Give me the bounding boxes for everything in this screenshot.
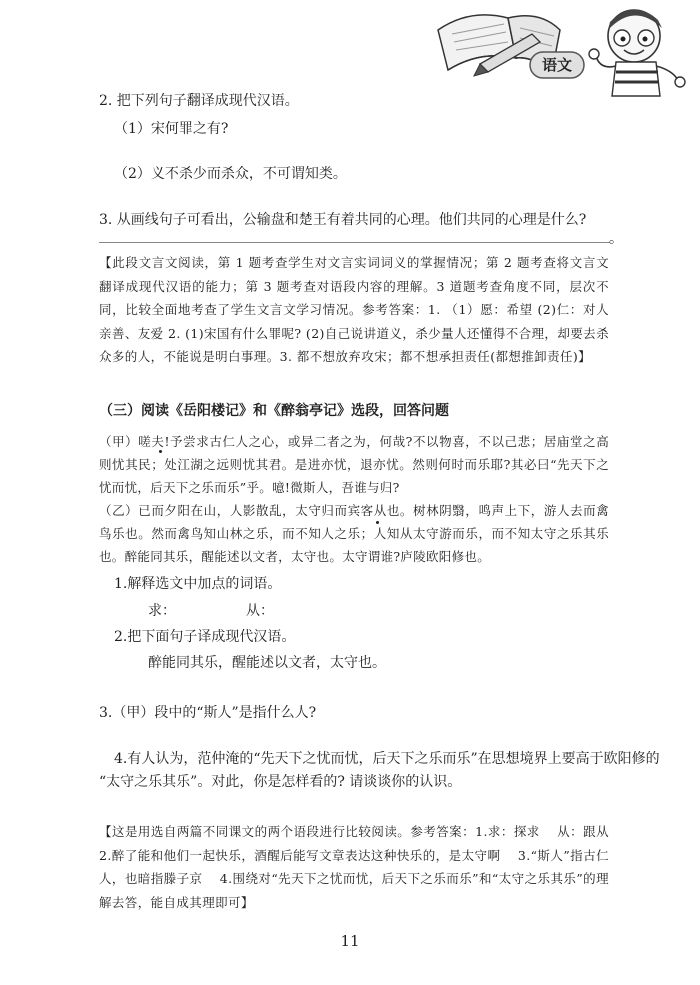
answer-block-part3: 【这是用选自两篇不同课文的两个语段进行比较阅读。参考答案：1.求：探求 从：跟从 2.醉了能和他们一起快乐，酒醒后能写文章表达这种快乐的，是太守啊 3.“斯人”指古仁人，也暗指滕子京 4.围绕对“先天下之忧而忧，后天下之乐而乐”和“太守之乐其乐”的理解去答，能自成其理即可】: [99, 824, 622, 910]
p3-question-1-cong: 从：: [246, 603, 274, 619]
header-illustration: [420, 0, 700, 98]
p3-question-3: 3.（甲）段中的“斯人”是指什么人?: [99, 705, 317, 721]
passage-a: （甲）嗟夫!予尝求古仁人之心，或异二者之为，何哉?不以物喜，不以己悲；居庙堂之高则忧其民；处江湖之远则忧其君。是进亦忧，退亦忧。然则何时而乐耶?其必曰“先天下之忧而忧，后天下之乐而乐”乎。噫!微斯人，吾谁与归?: [99, 434, 609, 495]
passage-b: （乙）已而夕阳在山，人影散乱，太守归而宾客从也。树林阴翳，鸣声上下，游人去而禽鸟乐也。然而禽鸟知山林之乐，而不知人之乐；人知从太守游而乐，而不知太守之乐其乐也。醉能同其乐，醒能述以文者，太守也。太守谓谁?庐陵欧阳修也。: [99, 503, 609, 564]
p3-question-1-qiu: 求：: [148, 603, 176, 619]
section-title: （三）阅读《岳阳楼记》和《醉翁亭记》选段，回答问题: [99, 403, 449, 419]
badge-label: 语文: [541, 56, 573, 74]
question-3: 3. 从画线句子可看出，公输盘和楚王有着共同的心理。他们共同的心理是什么?: [99, 212, 587, 228]
question-2: 2. 把下列句子翻译成现代汉语。: [99, 93, 299, 109]
subject-badge: [530, 52, 584, 78]
p3-question-4-line2: “太守之乐其乐”。对此，你是怎样看的? 请谈谈你的认识。: [99, 774, 462, 790]
cartoon-kid-icon: [589, 9, 685, 96]
emphasis-dot-qiu: [159, 450, 162, 453]
answer-blank-end: 。: [609, 231, 623, 247]
question-2-item-2: （2）义不杀少而杀众，不可谓知类。: [114, 166, 347, 182]
p3-question-4-line1: 4.有人认为，范仲淹的“先天下之忧而忧，后天下之乐而乐”在思想境界上要高于欧阳修的: [114, 751, 660, 767]
answer-block-part2: 【此段文言文阅读，第 1 题考查学生对文言实词词义的掌握情况；第 2 题考查将文言文翻译成现代汉语的能力；第 3 题考查对语段内容的理解。3 道题考查角度不同，层次不同，比较全面地考查了学生文言文学习情况。参考答案：1. （1）愿：希望 (2)仁：对人亲善、友爱 2. (1)宋国有什么罪呢? (2)自己说讲道义，杀少量人还懂得不合理，却要去杀众多的人，不能说是明白事理。3. 都不想放弃攻宋；都不想承担责任(都想推卸责任)】: [99, 255, 609, 364]
answer-blank-line: [99, 242, 610, 243]
p3-question-1: 1.解释选文中加点的词语。: [114, 576, 282, 592]
p3-question-2: 2.把下面句子译成现代汉语。: [114, 629, 296, 645]
page-number: 11: [340, 932, 360, 950]
p3-question-2-sentence: 醉能同其乐，醒能述以文者，太守也。: [148, 655, 386, 671]
question-2-item-1: （1）宋何罪之有?: [114, 121, 229, 137]
emphasis-dot-cong: [376, 521, 379, 524]
